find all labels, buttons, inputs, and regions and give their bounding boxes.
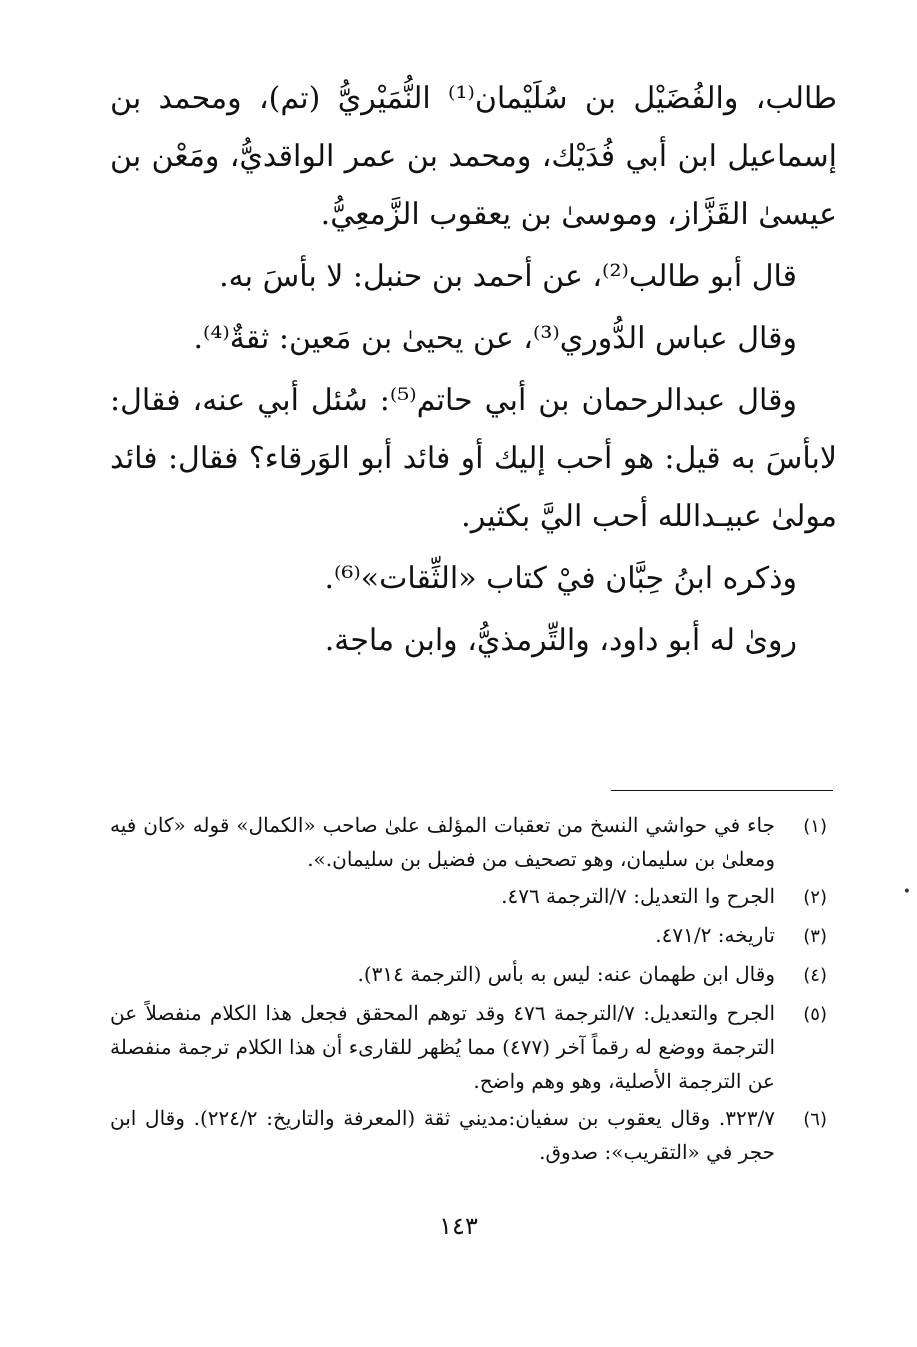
footnotes bbox=[110, 808, 827, 1172]
scan-speck: • bbox=[902, 884, 911, 900]
footnote-text: جاء في حواشي النسخ من تعقبات المؤلف علىٰ صاحب «الكمال» قوله «كان فيه ومعلىٰ بن سليمان، وهو تصحيف من فضيل بن سليمان.». bbox=[110, 813, 775, 871]
page-number: ١٤٣ bbox=[439, 1212, 478, 1240]
footnote-6 bbox=[110, 1101, 827, 1169]
footnote-number: (٤) bbox=[803, 965, 827, 986]
paragraph-abu-talib: قال أبو طالب⁽²⁾، عن أحمد بن حنبل: لا بأسَ به. bbox=[219, 259, 797, 294]
footnote-2 bbox=[110, 879, 827, 915]
paragraph-riwaya: روىٰ له أبو داود، والتِّرمذيُّ، وابن ماجة. bbox=[324, 623, 797, 658]
footnote-text: وقال ابن طهمان عنه: ليس به بأس (الترجمة ٣١٤). bbox=[357, 962, 775, 986]
footnote-text: ٣٢٣/٧. وقال يعقوب بن سفيان:مديني ثقة (المعرفة والتاريخ: ٢٢٤/٢). وقال ابن حجر في «التقريب»: صدوق. bbox=[110, 1106, 775, 1164]
paragraph-narrators: طالب، والفُضَيْل بن سُلَيْمان⁽¹⁾ النُّمَيْريُّ (تم)، ومحمد بن إسماعيل ابن أبي فُدَيْك، ومحمد بن عمر الواقديُّ، ومَعْن بن عيسىٰ القَزَّاز، وموسىٰ بن يعقوب الزَّمعِيُّ. bbox=[110, 81, 838, 232]
paragraph-ibn-hibban: وذكره ابنُ حِبَّان فيْ كتاب «الثِّقات»⁽⁶⁾. bbox=[324, 561, 797, 596]
footnote-text: تاريخه: ٤٧١/٢. bbox=[655, 923, 775, 947]
footnote-3 bbox=[110, 918, 827, 954]
footnote-text: الجرح والتعديل: ٧/الترجمة ٤٧٦ وقد توهم المحقق فجعل هذا الكلام منفصلاً عن الترجمة ووضع له رقماً آخر (٤٧٧) مما يُظهر للقارىء أن هذا الكلام ترجمة منفصلة عن الترجمة الأصلية، وهو وهم واضح. bbox=[110, 1001, 775, 1093]
paragraph-ibn-abi-hatim: وقال عبدالرحمان بن أبي حاتم⁽⁵⁾: سُئل أبي عنه، فقال: لابأسَ به قيل: هو أحب إليك أو فائد أبو الوَرقاء؟ فقال: فائد مولىٰ عبيـدالله أحب اليَّ بكثير. bbox=[110, 383, 837, 534]
footnote-5 bbox=[110, 996, 827, 1098]
footnote-separator bbox=[611, 790, 833, 791]
main-text bbox=[110, 70, 837, 670]
footnote-number: (٦) bbox=[803, 1109, 827, 1130]
footnote-1 bbox=[110, 808, 827, 876]
footnote-number: (٢) bbox=[803, 887, 827, 908]
footnote-number: (٥) bbox=[803, 1004, 827, 1025]
footnote-text: الجرح وا التعديل: ٧/الترجمة ٤٧٦. bbox=[501, 884, 775, 908]
footnote-number: (١) bbox=[803, 816, 827, 837]
footnote-4 bbox=[110, 957, 827, 993]
paragraph-abbas-duri: وقال عباس الدُّوري⁽³⁾، عن يحيىٰ بن مَعين: ثقةٌ⁽⁴⁾. bbox=[193, 321, 797, 356]
footnote-number: (٣) bbox=[803, 926, 827, 947]
